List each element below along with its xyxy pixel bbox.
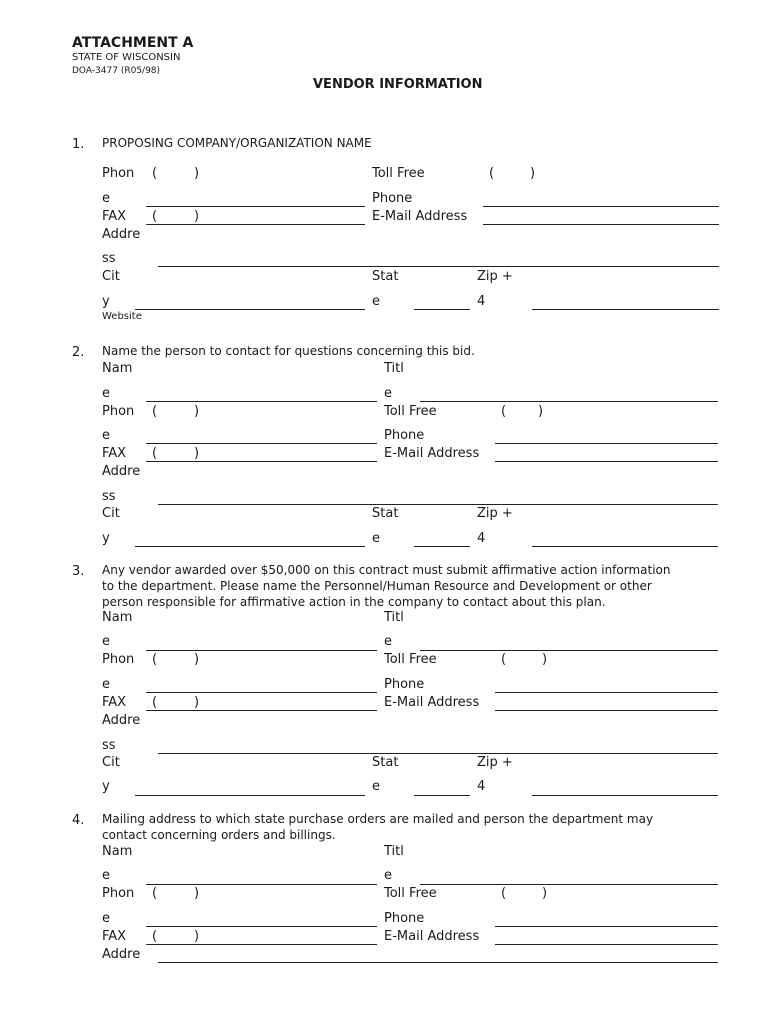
s1-toll-free-input[interactable] <box>483 206 719 207</box>
s3-phone-label: Phon <box>102 652 135 667</box>
s2-fax-input[interactable] <box>146 461 377 462</box>
s3-state-input[interactable] <box>414 795 470 796</box>
s2-title-label-e: e <box>384 386 392 401</box>
s3-name-input[interactable] <box>146 650 377 651</box>
s2-toll-free-input[interactable] <box>495 443 718 444</box>
s1-city-input[interactable] <box>135 309 365 310</box>
section-4-text-line-2: contact concerning orders and billings. <box>102 828 336 842</box>
s2-fax-paren-open: ( <box>152 446 158 461</box>
s1-phone-paren-open: ( <box>152 166 158 181</box>
s2-name-label: Nam <box>102 361 133 376</box>
s4-toll-free-phone-label: Phone <box>384 911 425 926</box>
s1-state-label: Stat <box>372 269 399 284</box>
s4-toll-free-label: Toll Free <box>384 886 437 901</box>
s2-zip-label: Zip + <box>477 506 513 521</box>
section-1-number: 1. <box>72 137 85 152</box>
s1-fax-label: FAX <box>102 209 127 224</box>
s1-toll-free-label: Toll Free <box>372 166 425 181</box>
s4-phone-label: Phon <box>102 886 135 901</box>
s4-phone-paren-close: ) <box>194 886 200 901</box>
s4-fax-paren-open: ( <box>152 929 158 944</box>
s4-title-label: Titl <box>384 844 404 859</box>
s3-title-label-e: e <box>384 634 392 649</box>
s4-fax-input[interactable] <box>146 944 377 945</box>
section-3-text-line-2: to the department. Please name the Personnel/Human Resource and Development or other <box>102 579 652 593</box>
s3-city-input[interactable] <box>135 795 365 796</box>
s2-toll-paren-close: ) <box>538 404 544 419</box>
s3-address-label-ss: ss <box>102 738 116 753</box>
s1-address-label: Addre <box>102 227 141 242</box>
s1-toll-free-phone-label: Phone <box>372 191 413 206</box>
s1-address-input[interactable] <box>158 266 719 267</box>
s3-city-label-y: y <box>102 779 110 794</box>
s1-phone-input[interactable] <box>146 206 365 207</box>
s2-state-label: Stat <box>372 506 399 521</box>
s2-name-label-e: e <box>102 386 110 401</box>
s3-phone-label-e: e <box>102 677 110 692</box>
s3-toll-free-label: Toll Free <box>384 652 437 667</box>
s2-toll-paren-open: ( <box>501 404 507 419</box>
s2-address-label: Addre <box>102 464 141 479</box>
s3-title-label: Titl <box>384 610 404 625</box>
s1-city-label: Cit <box>102 269 120 284</box>
s2-address-label-ss: ss <box>102 489 116 504</box>
s3-address-label: Addre <box>102 713 141 728</box>
s3-fax-paren-close: ) <box>194 695 200 710</box>
s4-toll-paren-open: ( <box>501 886 507 901</box>
s3-name-label: Nam <box>102 610 133 625</box>
s4-address-input[interactable] <box>158 962 718 963</box>
form-number: DOA-3477 (R05/98) <box>72 66 161 76</box>
s3-address-input[interactable] <box>158 753 718 754</box>
s3-state-label: Stat <box>372 755 399 770</box>
s4-fax-label: FAX <box>102 929 127 944</box>
s1-website-label: Website <box>102 311 142 322</box>
s2-state-label-e: e <box>372 531 380 546</box>
s2-address-input[interactable] <box>158 504 718 505</box>
s1-fax-paren-open: ( <box>152 209 158 224</box>
s2-toll-free-phone-label: Phone <box>384 428 425 443</box>
s1-zip-label-4: 4 <box>477 294 486 309</box>
s2-title-input[interactable] <box>420 401 718 402</box>
s1-fax-paren-close: ) <box>194 209 200 224</box>
section-3-text-line-1: Any vendor awarded over $50,000 on this contract must submit affirmative action information <box>102 563 671 577</box>
page-title: VENDOR INFORMATION <box>313 77 483 92</box>
s3-toll-paren-close: ) <box>542 652 548 667</box>
s2-name-input[interactable] <box>146 401 377 402</box>
section-4-number: 4. <box>72 813 85 828</box>
s2-toll-free-label: Toll Free <box>384 404 437 419</box>
s2-city-label-y: y <box>102 531 110 546</box>
s3-zip-label-4: 4 <box>477 779 486 794</box>
s3-email-label: E-Mail Address <box>384 695 480 710</box>
s2-phone-label: Phon <box>102 404 135 419</box>
s1-toll-paren-open: ( <box>489 166 495 181</box>
s3-fax-label: FAX <box>102 695 127 710</box>
s4-email-input[interactable] <box>495 944 718 945</box>
s2-phone-paren-close: ) <box>194 404 200 419</box>
s3-city-label: Cit <box>102 755 120 770</box>
section-3-number: 3. <box>72 564 85 579</box>
s4-address-label: Addre <box>102 947 141 962</box>
s2-state-input[interactable] <box>414 546 470 547</box>
s3-toll-paren-open: ( <box>501 652 507 667</box>
s1-state-input[interactable] <box>414 309 470 310</box>
s3-email-input[interactable] <box>495 710 718 711</box>
section-4-text-line-1: Mailing address to which state purchase orders are mailed and person the department may <box>102 812 654 826</box>
s4-email-label: E-Mail Address <box>384 929 480 944</box>
s1-state-label-e: e <box>372 294 380 309</box>
s1-zip-input[interactable] <box>532 309 719 310</box>
s4-name-label: Nam <box>102 844 133 859</box>
s4-phone-input[interactable] <box>146 926 377 927</box>
s4-title-input[interactable] <box>420 884 718 885</box>
section-2-title: Name the person to contact for questions concerning this bid. <box>102 344 475 358</box>
s3-title-input[interactable] <box>420 650 718 651</box>
attachment-title: ATTACHMENT A <box>72 35 194 51</box>
s2-city-input[interactable] <box>135 546 365 547</box>
s1-zip-label: Zip + <box>477 269 513 284</box>
s1-email-input[interactable] <box>483 224 719 225</box>
s4-name-label-e: e <box>102 868 110 883</box>
s3-toll-free-input[interactable] <box>495 692 718 693</box>
s1-phone-label: Phon <box>102 166 135 181</box>
s4-name-input[interactable] <box>146 884 377 885</box>
s3-state-label-e: e <box>372 779 380 794</box>
s2-phone-input[interactable] <box>146 443 377 444</box>
s4-toll-free-input[interactable] <box>495 926 718 927</box>
s3-toll-free-phone-label: Phone <box>384 677 425 692</box>
s3-phone-paren-open: ( <box>152 652 158 667</box>
s2-email-label: E-Mail Address <box>384 446 480 461</box>
s3-zip-input[interactable] <box>532 795 718 796</box>
s3-fax-paren-open: ( <box>152 695 158 710</box>
s2-phone-label-e: e <box>102 428 110 443</box>
section-3-text-line-3: person responsible for affirmative action in the company to contact about this plan. <box>102 595 606 609</box>
s2-city-label: Cit <box>102 506 120 521</box>
s2-fax-paren-close: ) <box>194 446 200 461</box>
s2-zip-input[interactable] <box>532 546 718 547</box>
s2-zip-label-4: 4 <box>477 531 486 546</box>
s3-phone-paren-close: ) <box>194 652 200 667</box>
s2-title-label: Titl <box>384 361 404 376</box>
s3-phone-input[interactable] <box>146 692 377 693</box>
s1-city-label-y: y <box>102 294 110 309</box>
s4-toll-paren-close: ) <box>542 886 548 901</box>
s1-phone-label-e: e <box>102 191 110 206</box>
s2-email-input[interactable] <box>495 461 718 462</box>
section-2-number: 2. <box>72 345 85 360</box>
section-1-title: PROPOSING COMPANY/ORGANIZATION NAME <box>102 136 372 150</box>
s3-name-label-e: e <box>102 634 110 649</box>
s2-fax-label: FAX <box>102 446 127 461</box>
s1-fax-input[interactable] <box>146 224 365 225</box>
s1-phone-paren-close: ) <box>194 166 200 181</box>
s3-zip-label: Zip + <box>477 755 513 770</box>
s1-toll-paren-close: ) <box>530 166 536 181</box>
s4-title-label-e: e <box>384 868 392 883</box>
s1-address-label-ss: ss <box>102 251 116 266</box>
s3-fax-input[interactable] <box>146 710 377 711</box>
s2-phone-paren-open: ( <box>152 404 158 419</box>
s1-email-label: E-Mail Address <box>372 209 468 224</box>
state-label: STATE OF WISCONSIN <box>72 52 181 63</box>
s4-phone-label-e: e <box>102 911 110 926</box>
s4-phone-paren-open: ( <box>152 886 158 901</box>
s4-fax-paren-close: ) <box>194 929 200 944</box>
